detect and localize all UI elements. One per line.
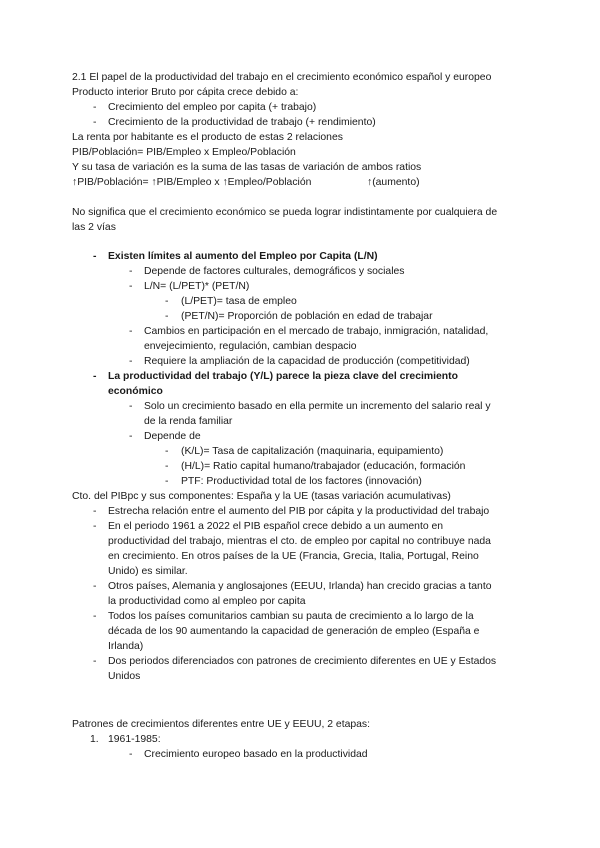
list-dash: - <box>129 356 133 367</box>
list-item: Estrecha relación entre el aumento del PIB por cápita y la productividad del trabajo <box>108 506 490 517</box>
list-item-bold: La productividad del trabajo (Y/L) parece la pieza clave del crecimiento <box>108 371 458 382</box>
section-heading: 2.1 El papel de la productividad del trabajo en el crecimiento económico español y europeo <box>72 72 492 83</box>
list-dash: - <box>93 581 97 592</box>
text-line: Cto. del PIBpc y sus componentes: España y la UE (tasas variación acumulativas) <box>72 491 451 502</box>
list-dash: - <box>129 431 133 442</box>
list-item-bold: Existen límites al aumento del Empleo por Capita (L/N) <box>108 251 378 262</box>
list-item: (K/L)= Tasa de capitalización (maquinaria, equipamiento) <box>181 446 444 457</box>
list-item-continuation: económico <box>108 386 163 397</box>
list-dash: - <box>165 476 169 487</box>
list-item: Crecimiento europeo basado en la productividad <box>144 749 368 760</box>
list-dash: - <box>165 461 169 472</box>
list-item: L/N= (L/PET)* (PET/N) <box>144 281 250 292</box>
list-item: Dos periodos diferenciados con patrones de crecimiento diferentes en UE y Estados <box>108 656 497 667</box>
list-dash: - <box>129 281 133 292</box>
list-item-continuation: Unidos <box>108 671 141 682</box>
list-dash: - <box>93 251 97 262</box>
text-line: Y su tasa de variación es la suma de las tasas de variación de ambos ratios <box>72 162 422 173</box>
list-item: Todos los países comunitarios cambian su pauta de crecimiento a lo largo de la <box>108 611 474 622</box>
list-item: Solo un crecimiento basado en ella permite un incremento del salario real y <box>144 401 491 412</box>
list-item: Crecimiento del empleo por capita (+ trabajo) <box>108 102 317 113</box>
list-dash: - <box>93 656 97 667</box>
list-item: En el periodo 1961 a 2022 el PIB español crece debido a un aumento en <box>108 521 444 532</box>
text-line: No significa que el crecimiento económico se pueda lograr indistintamente por cualquiera de <box>72 207 498 218</box>
list-dash: - <box>129 401 133 412</box>
text-line: las 2 vías <box>72 222 116 233</box>
list-item-continuation: envejecimiento, regulación, cambian despacio <box>144 341 357 352</box>
list-dash: - <box>93 611 97 622</box>
list-dash: - <box>93 521 97 532</box>
list-item: (L/PET)= tasa de empleo <box>181 296 297 307</box>
list-item: Cambios en participación en el mercado de trabajo, inmigración, natalidad, <box>144 326 489 337</box>
list-dash: - <box>165 311 169 322</box>
list-dash: - <box>93 506 97 517</box>
list-item: Requiere la ampliación de la capacidad de producción (competitividad) <box>144 356 470 367</box>
list-dash: - <box>129 749 133 760</box>
list-item: PTF: Productividad total de los factores (innovación) <box>181 476 422 487</box>
list-item: Depende de factores culturales, demográficos y sociales <box>144 266 405 277</box>
list-dash: - <box>165 296 169 307</box>
list-dash: - <box>129 326 133 337</box>
list-dash: - <box>93 102 97 113</box>
list-item: Depende de <box>144 431 201 442</box>
list-item-continuation: Unido) es similar. <box>108 566 188 577</box>
list-item-continuation: la productividad como al empleo por capita <box>108 596 306 607</box>
list-item: 1961-1985: <box>108 734 161 745</box>
list-item-continuation: Irlanda) <box>108 641 144 652</box>
list-item: Otros países, Alemania y anglosajones (EEUU, Irlanda) han crecido gracias a tanto <box>108 581 492 592</box>
list-number: 1. <box>90 734 99 745</box>
list-item: (PET/N)= Proporción de población en edad de trabajar <box>181 311 433 322</box>
list-dash: - <box>165 446 169 457</box>
text-line: La renta por habitante es el producto de estas 2 relaciones <box>72 132 343 143</box>
formula-note: ↑(aumento) <box>367 177 420 188</box>
list-dash: - <box>93 371 97 382</box>
list-item-continuation: en crecimiento. En otros países de la UE (Francia, Grecia, Italia, Portugal, Reino <box>108 551 479 562</box>
text-line: Producto interior Bruto por cápita crece debido a: <box>72 87 299 98</box>
formula-line: ↑PIB/Población= ↑PIB/Empleo x ↑Empleo/Población <box>72 177 312 188</box>
list-dash: - <box>129 266 133 277</box>
text-line: Patrones de crecimientos diferentes entre UE y EEUU, 2 etapas: <box>72 719 371 730</box>
list-item: (H/L)= Ratio capital humano/trabajador (educación, formación <box>181 461 466 472</box>
list-item-continuation: productividad del trabajo, mientras el cto. de empleo por capital no contribuye nada <box>108 536 491 547</box>
formula-line: PIB/Población= PIB/Empleo x Empleo/Población <box>72 147 296 158</box>
list-item-continuation: década de los 90 aumentando la capacidad de generación de empleo (España e <box>108 626 480 637</box>
list-dash: - <box>93 117 97 128</box>
list-item-continuation: de la renda familiar <box>144 416 233 427</box>
list-item: Crecimiento de la productividad de trabajo (+ rendimiento) <box>108 117 376 128</box>
